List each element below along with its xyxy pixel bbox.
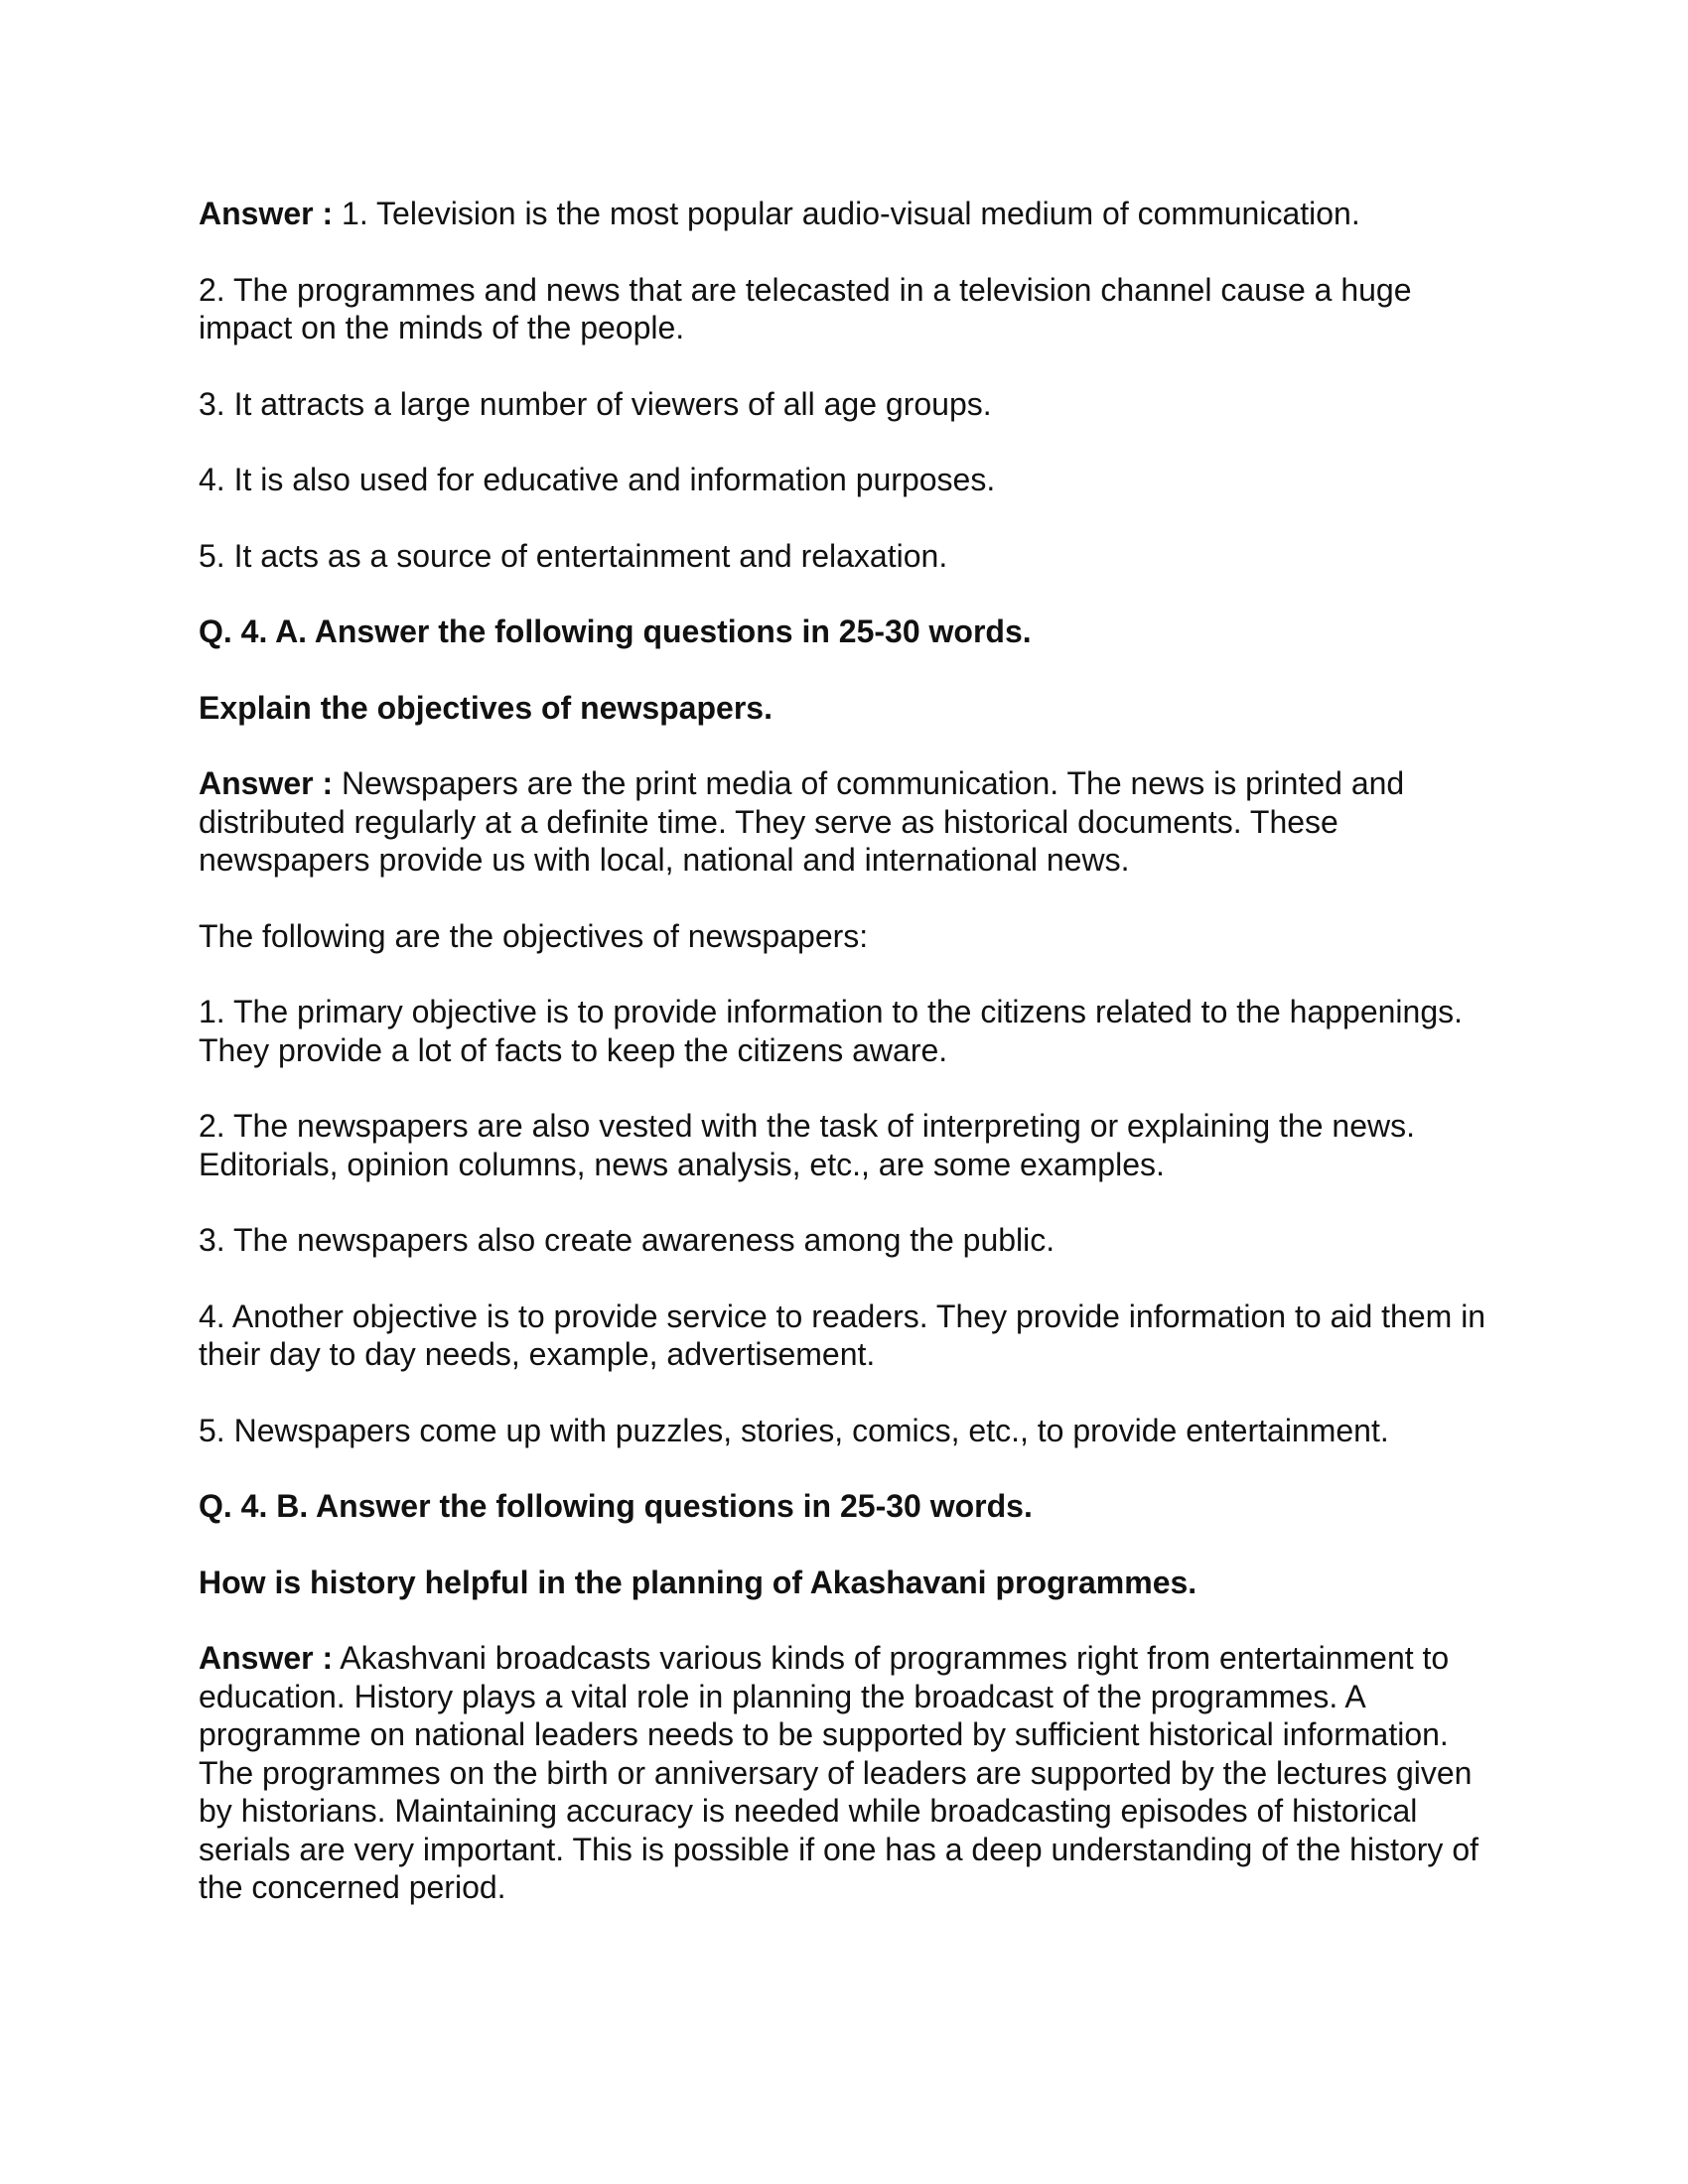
question-4b-heading: Q. 4. B. Answer the following questions in 25-30 words. [199, 1488, 1033, 1524]
question-4a-text: Explain the objectives of newspapers. [199, 689, 773, 726]
answer-4a-point-2: 2. The newspapers are also vested with the task of interpreting or explaining the news. Editorials, opinion columns, news analysis, etc., are some examples. [199, 1108, 1415, 1182]
answer-4a-point-4: 4. Another objective is to provide service to readers. They provide information to aid them in their day to day needs, example, advertisement. [199, 1297, 1486, 1372]
question-4b-text: How is history helpful in the planning of Akashavani programmes. [199, 1564, 1197, 1600]
answer-4a-point-3: 3. The newspapers also create awareness among the public. [199, 1222, 1055, 1258]
answer-text: 1. Television is the most popular audio-visual medium of communication. [342, 196, 1360, 231]
document-page [199, 195, 1489, 1907]
answer-3-point-4: 4. It is also used for educative and information purposes. [199, 462, 996, 497]
answer-label: Answer : [199, 196, 334, 231]
answer-4b [199, 1639, 1489, 1907]
answer-4a-intro: The following are the objectives of newspapers: [199, 917, 869, 954]
answer-label: Answer : [199, 1640, 334, 1676]
answer-text: Newspapers are the print media of communication. The news is printed and distributed regularly at a definite time. They serve as historical documents. These newspapers provide us with local, national and international news. [199, 765, 1405, 878]
question-4a-heading: Q. 4. A. Answer the following questions in 25-30 words. [199, 614, 1032, 649]
answer-4a [199, 764, 1489, 880]
answer-3-point-2: 2. The programmes and news that are telecasted in a television channel cause a huge impact on the minds of the people. [199, 271, 1412, 345]
answer-3-point-1 [199, 195, 1489, 233]
answer-4a-point-1: 1. The primary objective is to provide information to the citizens related to the happenings. They provide a lot of facts to keep the citizens aware. [199, 994, 1463, 1068]
answer-text: Akashvani broadcasts various kinds of programmes right from entertainment to education. History plays a vital role in planning the broadcast of the programmes. A programme on national leaders needs to be supported by sufficient historical information. The programmes on the birth or anniversary of leaders are supported by the lectures given by historians. Maintaining accuracy is needed while broadcasting episodes of historical serials are very important. This is possible if one has a deep understanding of the history of the concerned period. [199, 1640, 1478, 1905]
answer-3-point-5: 5. It acts as a source of entertainment and relaxation. [199, 537, 948, 574]
answer-label: Answer : [199, 765, 334, 801]
answer-3-point-3: 3. It attracts a large number of viewers of all age groups. [199, 385, 992, 422]
answer-4a-point-5: 5. Newspapers come up with puzzles, stories, comics, etc., to provide entertainment. [199, 1412, 1389, 1448]
